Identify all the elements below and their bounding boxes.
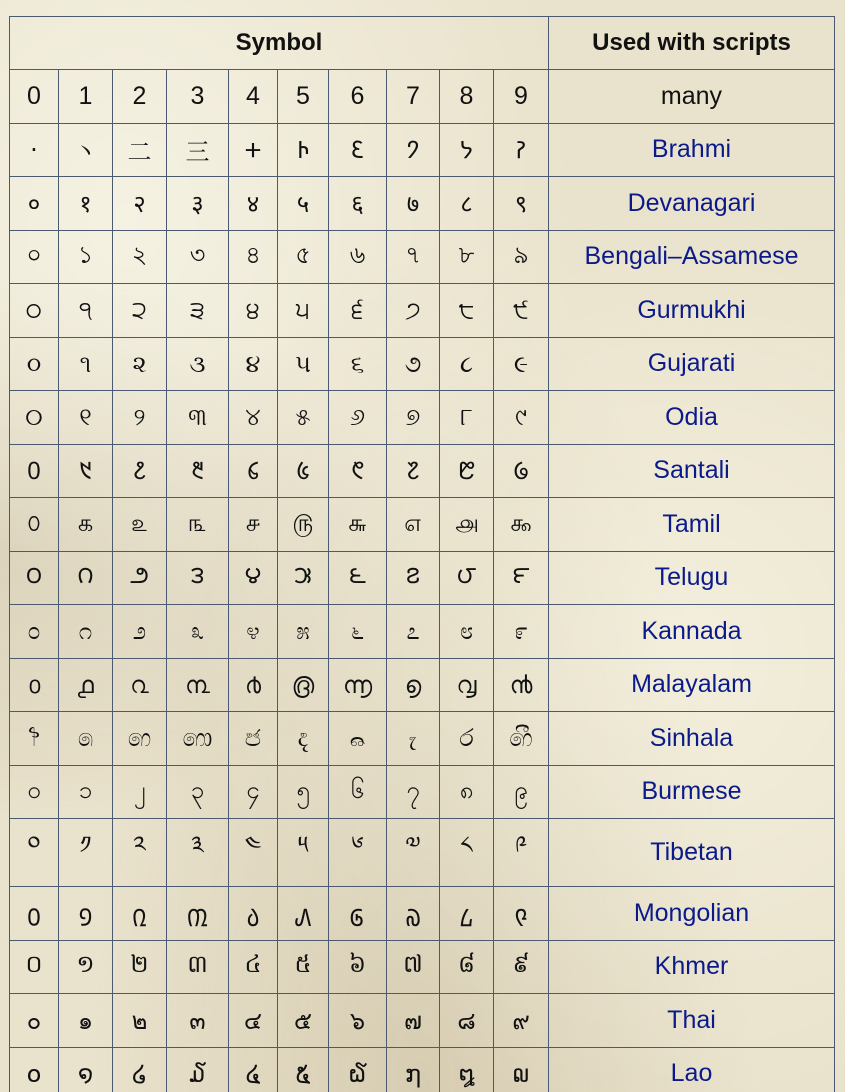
- digit-cell: ༤: [229, 819, 278, 887]
- digit-cell: ༦: [329, 819, 387, 887]
- digit-cell: ૬: [329, 337, 387, 391]
- digit-cell: ୮: [440, 391, 494, 445]
- digit-cell: ໔: [229, 1047, 278, 1092]
- script-link[interactable]: Lao: [549, 1047, 835, 1092]
- digit-cell: ௪: [229, 498, 278, 552]
- digit-cell: ໘: [440, 1047, 494, 1092]
- digit-cell: 三: [167, 123, 229, 177]
- digit-cell: ·: [10, 123, 59, 177]
- script-link[interactable]: Mongolian: [549, 887, 835, 941]
- digit-cell: 9: [494, 70, 549, 124]
- digit-cell: 二: [113, 123, 167, 177]
- digit-cell: ६: [329, 177, 387, 231]
- digit-cell: ৫: [278, 230, 329, 284]
- digit-cell: ૯: [494, 337, 549, 391]
- digit-cell: ৯: [494, 230, 549, 284]
- digit-cell: ൩: [167, 658, 229, 712]
- digit-cell: ௦: [10, 498, 59, 552]
- digit-cell: ໕: [278, 1047, 329, 1092]
- digit-cell: ၉: [494, 765, 549, 819]
- digit-cell: ೧: [59, 605, 113, 659]
- table-row: [10, 444, 835, 498]
- digit-cell: ๖: [329, 994, 387, 1048]
- digit-cell: ੯: [494, 284, 549, 338]
- digit-cell: ८: [440, 177, 494, 231]
- digit-cell: ੧: [59, 284, 113, 338]
- digit-cell: ೬: [329, 605, 387, 659]
- script-link[interactable]: Gujarati: [549, 337, 835, 391]
- table-row: [10, 887, 835, 941]
- digit-cell: ៥: [278, 940, 329, 994]
- digit-cell: ෭: [387, 712, 440, 766]
- digit-cell: ௯: [494, 498, 549, 552]
- digit-cell: ໓: [167, 1047, 229, 1092]
- digit-cell: ୬: [329, 391, 387, 445]
- digit-cell: ৭: [387, 230, 440, 284]
- script-link[interactable]: Odia: [549, 391, 835, 445]
- table-body: [10, 70, 835, 1092]
- digit-cell: ៩: [494, 940, 549, 994]
- digit-cell: ०: [10, 177, 59, 231]
- digit-cell: ౭: [387, 551, 440, 605]
- digit-cell: ४: [229, 177, 278, 231]
- digit-cell: ৮: [440, 230, 494, 284]
- digit-cell: ၀: [10, 765, 59, 819]
- digit-cell: ౮: [440, 551, 494, 605]
- digit-cell: 𑁘: [387, 123, 440, 177]
- digit-cell: ੦: [10, 284, 59, 338]
- digit-cell: 0: [10, 70, 59, 124]
- table-row: [10, 284, 835, 338]
- digit-cell: ១: [59, 940, 113, 994]
- digit-cell: ᠔: [229, 887, 278, 941]
- digit-cell: ၈: [440, 765, 494, 819]
- digit-cell: ೫: [278, 605, 329, 659]
- digit-cell: ৬: [329, 230, 387, 284]
- digit-cell: ೦: [10, 605, 59, 659]
- digit-cell: ᠑: [59, 887, 113, 941]
- digit-cell: २: [113, 177, 167, 231]
- digit-cell: 𑁕: [229, 123, 278, 177]
- digit-cell: ᱘: [440, 444, 494, 498]
- digit-cell: ༩: [494, 819, 549, 887]
- digit-cell: ໒: [113, 1047, 167, 1092]
- digit-cell: ୩: [167, 391, 229, 445]
- digit-cell: ༣: [167, 819, 229, 887]
- digit-cell: ੫: [278, 284, 329, 338]
- digit-cell: ੬: [329, 284, 387, 338]
- digit-cell: ୦: [10, 391, 59, 445]
- digit-cell: ๘: [440, 994, 494, 1048]
- script-link[interactable]: Devanagari: [549, 177, 835, 231]
- digit-cell: ७: [387, 177, 440, 231]
- digit-cell: ᱑: [59, 444, 113, 498]
- digit-cell: 5: [278, 70, 329, 124]
- digit-cell: ০: [10, 230, 59, 284]
- digit-cell: ᠙: [494, 887, 549, 941]
- digit-cell: ᠕: [278, 887, 329, 941]
- digit-cell: 𑁚: [494, 123, 549, 177]
- digit-cell: ૨: [113, 337, 167, 391]
- digit-cell: ൨: [113, 658, 167, 712]
- digit-cell: ໐: [10, 1047, 59, 1092]
- table-row: [10, 498, 835, 552]
- digit-cell: ๓: [167, 994, 229, 1048]
- script-name-many: many: [549, 70, 835, 124]
- digit-cell: ୨: [113, 391, 167, 445]
- digit-cell: ൬: [329, 658, 387, 712]
- numerals-table: [9, 16, 835, 1092]
- digit-cell: ೭: [387, 605, 440, 659]
- digit-cell: ༠: [10, 819, 59, 887]
- digit-cell: ၃: [167, 765, 229, 819]
- digit-cell: ๒: [113, 994, 167, 1048]
- digit-cell: ៦: [329, 940, 387, 994]
- digit-cell: ௬: [329, 498, 387, 552]
- digit-cell: ੨: [113, 284, 167, 338]
- digit-cell: ໗: [387, 1047, 440, 1092]
- digit-cell: ෩: [167, 712, 229, 766]
- digit-cell: ၂: [113, 765, 167, 819]
- table-row: [10, 1047, 835, 1092]
- table-row: [10, 605, 835, 659]
- digit-cell: ༥: [278, 819, 329, 887]
- digit-cell: ៣: [167, 940, 229, 994]
- script-link[interactable]: Telugu: [549, 551, 835, 605]
- digit-cell: ᱔: [229, 444, 278, 498]
- script-link[interactable]: Santali: [549, 444, 835, 498]
- digit-cell: ੮: [440, 284, 494, 338]
- digit-cell: ३: [167, 177, 229, 231]
- digit-cell: ᱗: [387, 444, 440, 498]
- digit-cell: ೯: [494, 605, 549, 659]
- digit-cell: ௧: [59, 498, 113, 552]
- table-row: [10, 123, 835, 177]
- digit-cell: ૫: [278, 337, 329, 391]
- digit-cell: ᱙: [494, 444, 549, 498]
- digit-cell: ୫: [278, 391, 329, 445]
- digit-cell: ౨: [113, 551, 167, 605]
- digit-cell: ๑: [59, 994, 113, 1048]
- table-row: [10, 391, 835, 445]
- digit-cell: ૦: [10, 337, 59, 391]
- digit-cell: ૧: [59, 337, 113, 391]
- digit-cell: 𑁗: [329, 123, 387, 177]
- digit-cell: ၁: [59, 765, 113, 819]
- digit-cell: ෮: [440, 712, 494, 766]
- digit-cell: 3: [167, 70, 229, 124]
- script-link[interactable]: Bengali–Assamese: [549, 230, 835, 284]
- digit-cell: ૪: [229, 337, 278, 391]
- digit-cell: ⼂: [59, 123, 113, 177]
- symbol-header: Symbol: [10, 17, 549, 70]
- digit-cell: ೪: [229, 605, 278, 659]
- digit-cell: ૮: [440, 337, 494, 391]
- table-row: [10, 940, 835, 994]
- digit-cell: ༡: [59, 819, 113, 887]
- digit-cell: ᠘: [440, 887, 494, 941]
- digit-cell: ໑: [59, 1047, 113, 1092]
- digit-row: [10, 70, 835, 124]
- digit-cell: ౦: [10, 551, 59, 605]
- digit-cell: ૩: [167, 337, 229, 391]
- digit-cell: ០: [10, 940, 59, 994]
- digit-cell: ෬: [329, 712, 387, 766]
- script-link[interactable]: Kannada: [549, 605, 835, 659]
- digit-cell: ১: [59, 230, 113, 284]
- digit-cell: ෦: [10, 712, 59, 766]
- digit-cell: ௭: [387, 498, 440, 552]
- digit-cell: ๗: [387, 994, 440, 1048]
- digit-cell: ২: [113, 230, 167, 284]
- digit-cell: ൦: [10, 658, 59, 712]
- digit-cell: ៤: [229, 940, 278, 994]
- digit-cell: ༢: [113, 819, 167, 887]
- digit-cell: ᱐: [10, 444, 59, 498]
- digit-cell: ៨: [440, 940, 494, 994]
- digit-cell: ᠗: [387, 887, 440, 941]
- digit-cell: ෯: [494, 712, 549, 766]
- digit-cell: 6: [329, 70, 387, 124]
- scripts-header: Used with scripts: [549, 17, 835, 70]
- digit-cell: ૭: [387, 337, 440, 391]
- table-row: [10, 658, 835, 712]
- table-row: [10, 551, 835, 605]
- script-link[interactable]: Gurmukhi: [549, 284, 835, 338]
- script-link[interactable]: Sinhala: [549, 712, 835, 766]
- script-link[interactable]: Malayalam: [549, 658, 835, 712]
- script-link[interactable]: Khmer: [549, 940, 835, 994]
- digit-cell: ᱒: [113, 444, 167, 498]
- digit-cell: ༨: [440, 819, 494, 887]
- header-row: [10, 17, 835, 70]
- table-row: [10, 712, 835, 766]
- digit-cell: ෫: [278, 712, 329, 766]
- table-row: [10, 994, 835, 1048]
- digit-cell: ௨: [113, 498, 167, 552]
- digit-cell: ๔: [229, 994, 278, 1048]
- digit-cell: ୯: [494, 391, 549, 445]
- table-row: [10, 819, 835, 887]
- digit-cell: ৪: [229, 230, 278, 284]
- digit-cell: ੭: [387, 284, 440, 338]
- digit-cell: ౬: [329, 551, 387, 605]
- digit-cell: ५: [278, 177, 329, 231]
- script-link[interactable]: Tamil: [549, 498, 835, 552]
- digit-cell: 𑁙: [440, 123, 494, 177]
- digit-cell: ២: [113, 940, 167, 994]
- digit-cell: ៧: [387, 940, 440, 994]
- digit-cell: ᠐: [10, 887, 59, 941]
- table-row: [10, 765, 835, 819]
- digit-cell: ९: [494, 177, 549, 231]
- digit-cell: ๕: [278, 994, 329, 1048]
- digit-cell: ೮: [440, 605, 494, 659]
- digit-cell: ᠖: [329, 887, 387, 941]
- digit-cell: ᱕: [278, 444, 329, 498]
- digit-cell: ੪: [229, 284, 278, 338]
- digit-cell: ୪: [229, 391, 278, 445]
- digit-cell: ৩: [167, 230, 229, 284]
- digit-cell: ၆: [329, 765, 387, 819]
- digit-cell: ᱖: [329, 444, 387, 498]
- digit-cell: ൫: [278, 658, 329, 712]
- digit-cell: ౪: [229, 551, 278, 605]
- digit-cell: ൯: [494, 658, 549, 712]
- digit-cell: ௮: [440, 498, 494, 552]
- digit-cell: ၄: [229, 765, 278, 819]
- digit-cell: १: [59, 177, 113, 231]
- digit-cell: 𑁖: [278, 123, 329, 177]
- digit-cell: ୧: [59, 391, 113, 445]
- table-row: [10, 177, 835, 231]
- digit-cell: ౩: [167, 551, 229, 605]
- digit-cell: ੩: [167, 284, 229, 338]
- digit-cell: ೨: [113, 605, 167, 659]
- script-link[interactable]: Brahmi: [549, 123, 835, 177]
- script-link[interactable]: Tibetan: [549, 819, 835, 887]
- digit-cell: ෨: [113, 712, 167, 766]
- digit-cell: ၇: [387, 765, 440, 819]
- script-link[interactable]: Thai: [549, 994, 835, 1048]
- digit-cell: ᱓: [167, 444, 229, 498]
- digit-cell: ᠒: [113, 887, 167, 941]
- digit-cell: ௫: [278, 498, 329, 552]
- digit-cell: ๐: [10, 994, 59, 1048]
- digit-cell: ೩: [167, 605, 229, 659]
- digit-cell: ౫: [278, 551, 329, 605]
- digit-cell: ໖: [329, 1047, 387, 1092]
- digit-cell: ౧: [59, 551, 113, 605]
- digit-cell: ෧: [59, 712, 113, 766]
- digit-cell: ൭: [387, 658, 440, 712]
- digit-cell: ౯: [494, 551, 549, 605]
- digit-cell: 4: [229, 70, 278, 124]
- digit-cell: ௩: [167, 498, 229, 552]
- digit-cell: ൮: [440, 658, 494, 712]
- digit-cell: 8: [440, 70, 494, 124]
- digit-cell: ၅: [278, 765, 329, 819]
- digit-cell: 2: [113, 70, 167, 124]
- digit-cell: ෪: [229, 712, 278, 766]
- digit-cell: ᠓: [167, 887, 229, 941]
- table-row: [10, 337, 835, 391]
- digit-cell: 1: [59, 70, 113, 124]
- digit-cell: ໙: [494, 1047, 549, 1092]
- table-row: [10, 230, 835, 284]
- script-link[interactable]: Burmese: [549, 765, 835, 819]
- digit-cell: ୭: [387, 391, 440, 445]
- digit-cell: ൧: [59, 658, 113, 712]
- digit-cell: ༧: [387, 819, 440, 887]
- digit-cell: ൪: [229, 658, 278, 712]
- digit-cell: 7: [387, 70, 440, 124]
- digit-cell: ๙: [494, 994, 549, 1048]
